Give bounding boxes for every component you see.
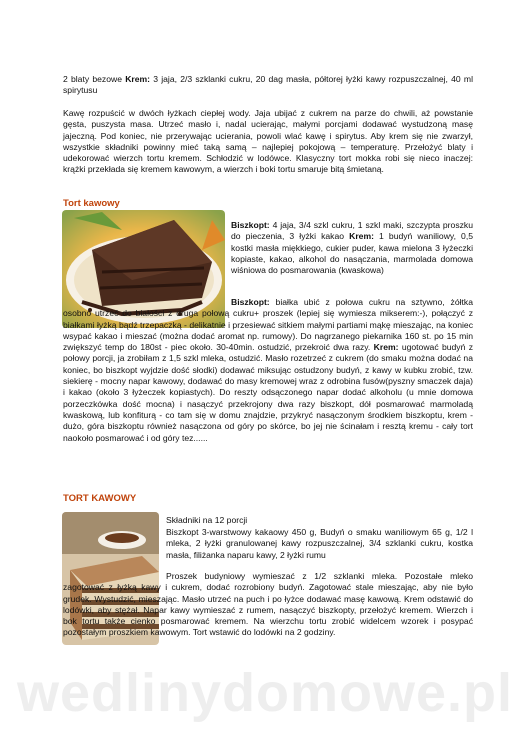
recipe2-method: Proszek budyniowy wymieszać z 1/2 szklanki mleka. Pozostałe mleko zagotować z łyżką kawy i cukrem, dodać rozrobiony budyń. Zagotować stale mieszając, aby nie było grudek. Wystudzić, mieszając. Masło utrzeć na puch i po łyżce dodawać masę kawową. Krem odstawić do lodówki, aby stężał. Napar kawy wymieszać z rumem, nasączyć biszkopty, przełożyć kremem. Wierzch i bok tortu także cienko posmarować kremem. Na wierzchu tortu zrobić widelcem wzorek i posypać pozostałym proszkiem kawowym. Tort wstawić do lodówki na 2 godziny.: [63, 571, 473, 638]
intro-method: Kawę rozpuścić w dwóch łyżkach ciepłej wody. Jaja ubijać z cukrem na parze do chwili, aż powstanie gęsta, puszysta masa. Utrzeć masło i, nadal ucierając, małymi porcjami dodawać wystudzoną masę jajeczną. Pod koniec, nie przerywając ucierania, powoli wlać kawę i spirytus. Aby krem się nie zwarzył, wszystkie składniki powinny mieć taką samą – najlepiej pokojową – temperaturę. Przełożyć blaty i udekorować wierzch tortu kremem. Schłodzić w lodówce. Klasyczny tort mokka robi się nieco inaczej: krążki przekłada się kremem kawowym, a wierzch i boki tortu smaruje bitą śmietaną.: [63, 108, 473, 175]
recipe1-steps: Biszkopt: białka ubić z połowa cukru na sztywno, żółtka osobno utrzeć do białości z druga połową cukru+ proszek (lepiej się wymiesza mikserem:-), połączyć z białkami łyżką bądź trzepaczką - delikatnie i przesiewać sitkiem małymi partiami mąkę mieszając, na koniec wsypać kakao i mieszać (można dodać aromat np. rumowy). Do nagrzanego piekarnika 160 st. po 15 min zwiększyć temp do 180st - piec około. 30-40min. ostudzić, przekroić dwa razy. Krem: ugotować budyń z połowy porcji, ja zrobiłam z 1,5 szkl mleka, ostudzić. Masło rozetrzeć z cukrem (do smaku można dodać na koniec, bo biszkopt wyjdzie dość słodki) dodawać miksując ostudzony budyń, z kawy w kubku zrobić, tzw. siekierę - mocny napar kawowy, dodawać do masy kremowej wraz z odrobina fusów(pyszny smaczek daja) i kakao (około 3 łyżeczek kopiastych). Do reszty odsączonego napar dodać alkoholu (u mnie domowa porzeczkówka dość mocna) i nasączyć przekrojony dwa razy biszkopt, dół posmarować marmoladą kwaskową, lub konfiturą - co tam się w domu znajdzie, przykryć nasączonym środkiem biszkoptu, krem -dużo, góra biszkoptu również nasączona od góry po skórce, bo jej nie ścinałam i resztą kremu - cały tort naokoło posmarować i od góry tez......: [63, 297, 473, 443]
recipe1-title: Tort kawowy: [63, 198, 120, 209]
watermark-logo: wedlinydomowe.pl: [16, 663, 514, 723]
intro-ingredients: 2 blaty bezowe Krem: 3 jaja, 2/3 szklanki cukru, 20 dag masła, półtorej łyżki kawy rozpuszczalnej, 40 ml spirytusu: [63, 74, 473, 96]
recipe2-ingredients: Biszkopt 3-warstwowy kakaowy 450 g, Budyń o smaku waniliowym 65 g, 1/2 l mleka, 2 łyżki granulowanej kawy rozpuszczalnej, 3/4 szklanki cukru, kostka masła, filiżanka naparu kawy, 2 łyżki rumu: [166, 527, 473, 560]
recipe2-servings: Składniki na 12 porcji: [166, 515, 248, 525]
recipe2-title: TORT KAWOWY: [63, 493, 137, 504]
recipe1-ingredients: Biszkopt: 4 jaja, 3/4 szkl cukru, 1 szkl maki, szczypta proszku do pieczenia, 3 łyżki kakao Krem: 1 budyń waniliowy, 0,5 kostki masła miękkiego, cukier puder, kawa mielona 3 łyżeczki kopiaste, kakao, alkohol do nasączania, marmolada domowa wiśniowa do posmarowania (kwaskowa): [231, 220, 473, 276]
